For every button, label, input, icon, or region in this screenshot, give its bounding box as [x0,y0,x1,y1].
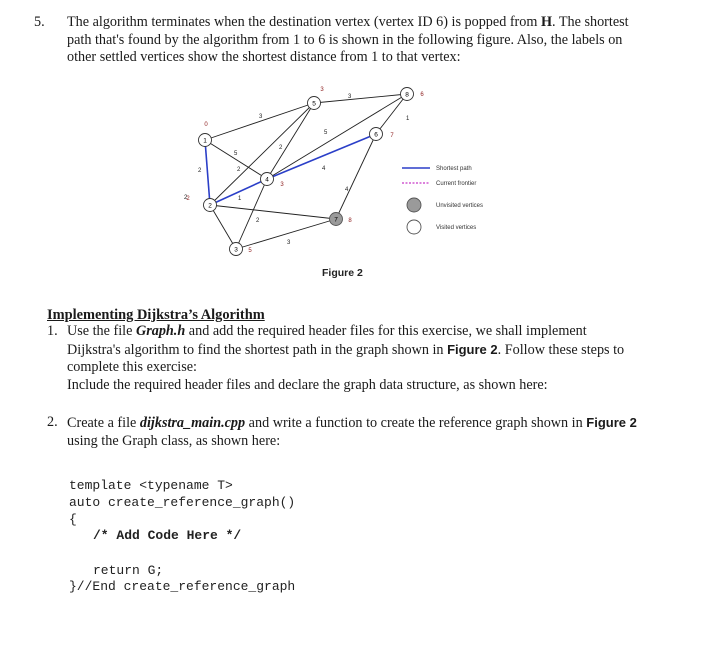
edge-weight: 3 [259,114,263,120]
edge-3-7 [236,219,336,249]
vertex-id: 6 [374,131,378,139]
item-1-number: 1. [47,323,58,339]
vertex-1 [199,122,212,147]
shortest-path [205,134,376,205]
item-2-text [67,414,637,450]
edge-weight: 3 [287,240,291,246]
edge-weight: 2 [237,167,241,173]
vertex-distance: 6 [420,92,424,98]
edge-2-7 [210,205,336,219]
edge-weight: 2 [256,218,260,224]
item-1-line-2: Dijkstra's algorithm to find the shortest path in the graph shown in Figure 2. Follow these steps to [67,341,625,358]
vertex-8 [401,88,425,101]
edge-weight-labels [184,94,410,246]
vertex-distance: 7 [390,133,394,139]
edge-weight: 2 [184,195,188,201]
edge-weight: 2 [198,168,202,174]
edge-1-5 [205,103,314,140]
vertex-5 [308,87,325,110]
graph-edges [205,94,407,249]
item-5-line-1: The algorithm terminates when the destination vertex (vertex ID 6) is popped from H. The shortest [67,14,629,30]
edge-6-7 [336,134,376,219]
figure-legend [402,166,483,234]
legend-current-frontier: Current frontier [436,181,477,187]
edge-weight: 3 [348,94,352,100]
vertex-id: 4 [265,176,269,184]
item-1-line-3: complete this exercise: [67,359,198,375]
figure-caption: Figure 2 [322,267,363,279]
legend-unvisited-circle [407,198,421,212]
vertex-id: 7 [334,216,338,224]
vertex-distance: 0 [204,122,208,128]
vertex-distance: 3 [320,87,324,93]
item-5-line-2: path that's found by the algorithm from 1 to 6 is shown in the following figure. Also, the labels on [67,31,623,48]
vertex-id: 2 [208,202,212,210]
vertex-distance: 5 [248,248,252,254]
code-line-3: { [69,512,77,527]
legend-visited: Visited vertices [436,225,477,231]
vertex-id: 1 [203,137,207,145]
vertex-distance: 2 [186,196,190,202]
vertex-distance: 8 [348,218,352,224]
edge-weight: 4 [345,187,349,193]
edge-8-4 [267,94,407,179]
vertex-3 [230,243,253,256]
edge-weight: 1 [238,196,242,202]
vertex-distance: 3 [280,182,284,188]
code-line-2: auto create_reference_graph() [69,495,296,510]
item-2-line-2: using the Graph class, as shown here: [67,432,281,449]
vertex-id: 3 [234,246,238,254]
vertex-2 [186,196,216,212]
edge-weight: 5 [234,151,238,157]
edge-5-4 [267,103,314,179]
vertex-id: 8 [405,91,409,99]
item-5-line-3: other settled vertices show the shortest distance from 1 to that vertex: [67,49,461,65]
item-2-number: 2. [47,414,58,430]
vertex-6 [370,128,395,141]
legend-visited-circle [407,220,421,234]
edge-weight: 1 [406,116,410,122]
legend-unvisited: Unvisited vertices [436,203,484,209]
vertex-id: 5 [312,100,316,108]
vertex-7 [330,213,353,226]
item-1-line-1: Use the file Graph.h and add the required header files for this exercise, we shall implement [67,323,587,339]
edge-weight: 4 [322,166,326,172]
edge-4-3 [236,179,267,249]
item-5-number: 5. [34,14,45,30]
edge-2-3 [210,205,236,249]
item-1-line-4: Include the required header files and declare the graph data structure, as shown here: [67,376,548,393]
section-heading: Implementing Dijkstra’s Algorithm [47,307,265,323]
code-line-5: return G; [93,563,164,578]
edge-1-4 [205,140,267,179]
edge-weight: 5 [324,130,328,136]
edge-weight: 2 [279,145,283,151]
edge-5-8 [314,94,407,103]
item-1-text [67,323,624,394]
code-line-6: }//End create_reference_graph [69,579,296,594]
code-line-4: /* Add Code Here */ [93,528,242,543]
item-2-line-1: Create a file dijkstra_main.cpp and write a function to create the reference graph shown in Figure 2 [67,415,637,431]
code-line-1: template <typename T> [69,478,233,493]
figure-2-graph [0,0,706,300]
edge-8-6 [376,94,407,134]
legend-shortest-path: Shortest path [436,166,472,172]
